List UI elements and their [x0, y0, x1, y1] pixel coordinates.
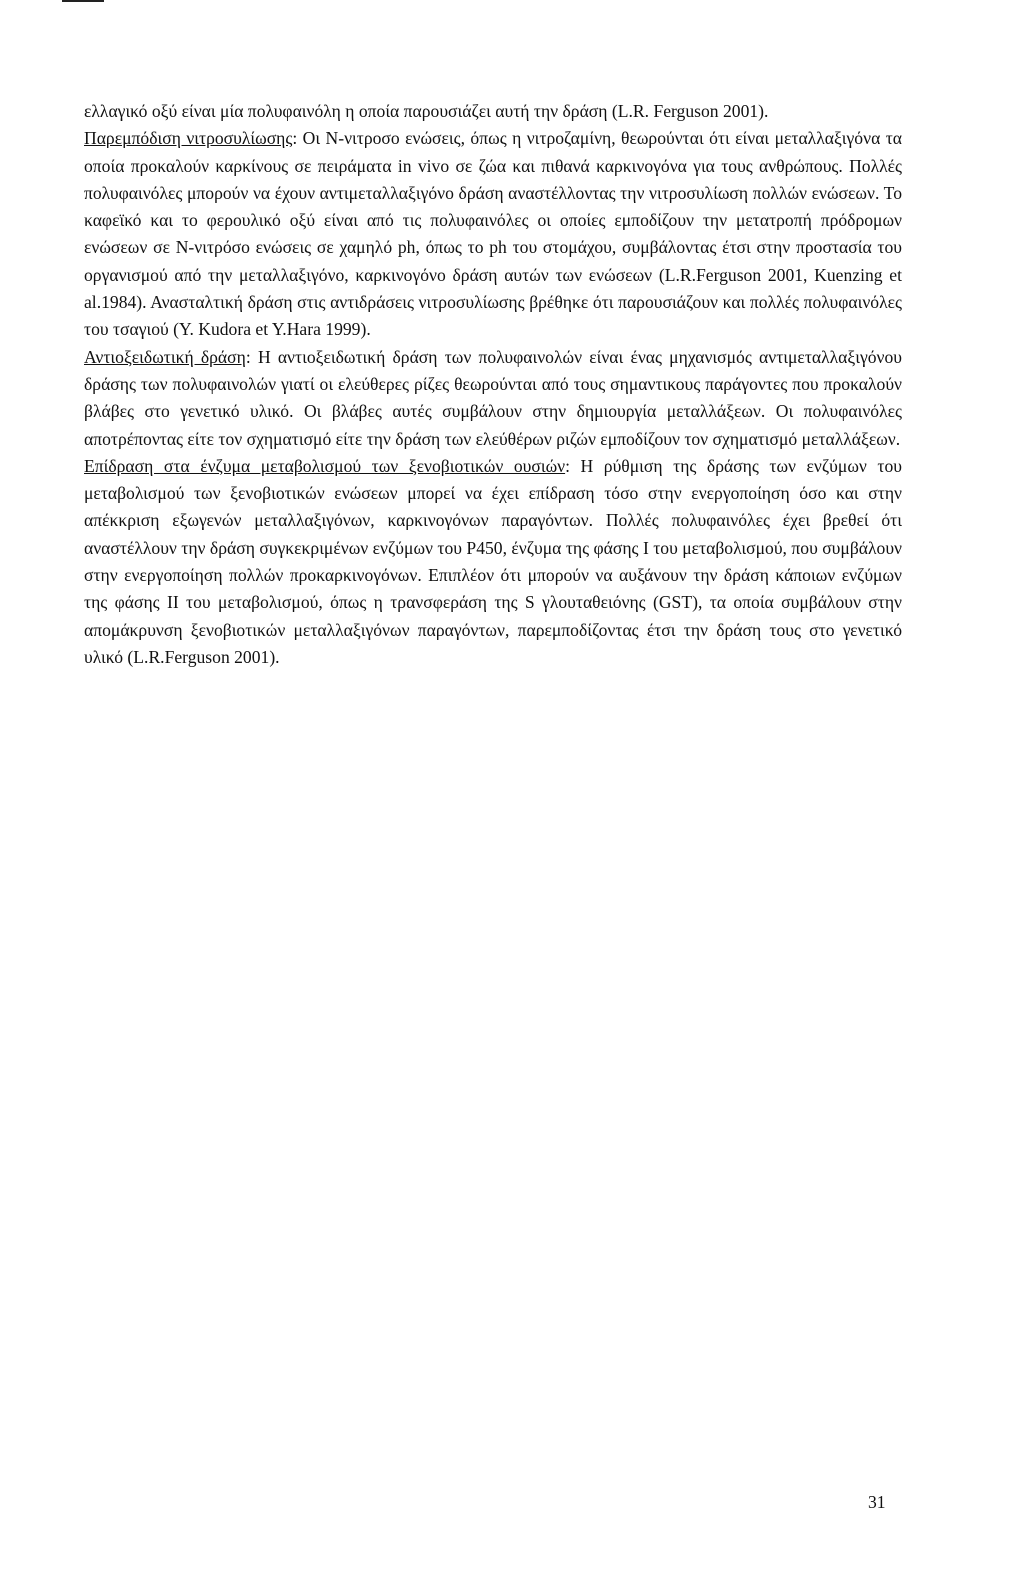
- paragraph-nitrosation: [84, 125, 902, 343]
- paragraph-heading: Παρεμπόδιση νιτροσυλίωσης: [84, 128, 293, 149]
- paragraph-ellagic-acid: [84, 98, 902, 125]
- paragraph-body: Η ρύθμιση της δράσης των ενζύμων του μεταβολισμού των ξενοβιοτικών ενώσεων μπορεί να έχει επίδραση τόσο στην ενεργοποίηση όσο και στην απέκκριση εξωγενών μεταλλαξιγόνων, καρκινογόνων παραγόντων. Πολλές πολυφαινόλες έχει βρεθεί ότι αναστέλλουν την δράση συγκεκριμένων ενζύμων του Ρ450, ένζυμα της φάσης Ι του μεταβολισμού, που συμβάλουν στην ενεργοποίηση πολλών προκαρκινογόνων. Επιπλέον ότι μπορούν να αυξάνουν την δράση κάποιων ενζύμων της φάσης ΙΙ του μεταβολισμού, όπως η τρανσφεράση της S γλουταθειόνης (GST), τα οποία συμβάλουν στην απομάκρυνση ξενοβιοτικών μεταλλαξιγόνων παραγόντων, παρεμποδίζοντας έτσι την δράση τους στο γενετικό υλικό (L.R.Ferguson 2001).: [84, 455, 902, 667]
- page-body: [84, 98, 902, 671]
- heading-separator: :: [565, 455, 581, 476]
- heading-separator: :: [292, 128, 303, 149]
- paragraph-enzymes: [84, 453, 902, 671]
- paragraph-antioxidant: [84, 344, 902, 453]
- paragraph-heading: Αντιοξειδωτική δράση: [84, 346, 246, 367]
- top-rule: [62, 0, 104, 2]
- paragraph-heading: Επίδραση στα ένζυμα μεταβολισμού των ξενοβιοτικών ουσιών: [84, 455, 566, 476]
- paragraph-body: ελλαγικό οξύ είναι μία πολυφαινόλη η οποία παρουσιάζει αυτή την δράση (L.R. Ferguson 2001).: [84, 101, 769, 121]
- paragraph-body: Οι Ν-νιτροσο ενώσεις, όπως η νιτροζαμίνη, θεωρούνται ότι είναι μεταλλαξιγόνα τα οποία προκαλούν καρκίνους σε πειράματα in vivo σε ζώα και πιθανά καρκινογόνα για τους ανθρώπους. Πολλές πολυφαινόλες μπορούν να έχουν αντιμεταλλαξιγόνο δράση αναστέλλοντας την νιτροσυλίωση πολλών ενώσεων. Το καφεϊκό και το φερουλικό οξύ είναι από τις πολυφαινόλες οι οποίες εμποδίζουν την μετατροπή πρόδρομων ενώσεων σε Ν-νιτρόσο ενώσεις σε χαμηλό ph, όπως το ph του στομάχου, συμβάλοντας έτσι στην προστασία του οργανισμού από την μεταλλαξιγόνο, καρκινογόνο δράση αυτών των ενώσεων (L.R.Ferguson 2001, Kuenzing et al.1984). Ανασταλτική δράση στις αντιδράσεις νιτροσυλίωσης βρέθηκε ότι παρουσιάζουν και πολλές πολυφαινόλες του τσαγιού (Y. Kudora et Y.Hara 1999).: [84, 128, 902, 340]
- paragraph-body: Η αντιοξειδωτική δράση των πολυφαινολών είναι ένας μηχανισμός αντιμεταλλαξιγόνου δράσης των πολυφαινολών γιατί οι ελεύθερες ρίζες θεωρούνται από τους σημαντικους παράγοντες που προκαλούν βλάβες στο γενετικό υλικό. Οι βλάβες αυτές συμβάλουν στην δημιουργία μεταλλάξεων. Οι πολυφαινόλες αποτρέποντας είτε τον σχηματισμό είτε την δράση των ελεύθέρων ριζών εμποδίζουν τον σχηματισμό μεταλλάξεων.: [84, 346, 902, 449]
- page-number: 31: [868, 1492, 886, 1512]
- heading-separator: :: [245, 346, 258, 367]
